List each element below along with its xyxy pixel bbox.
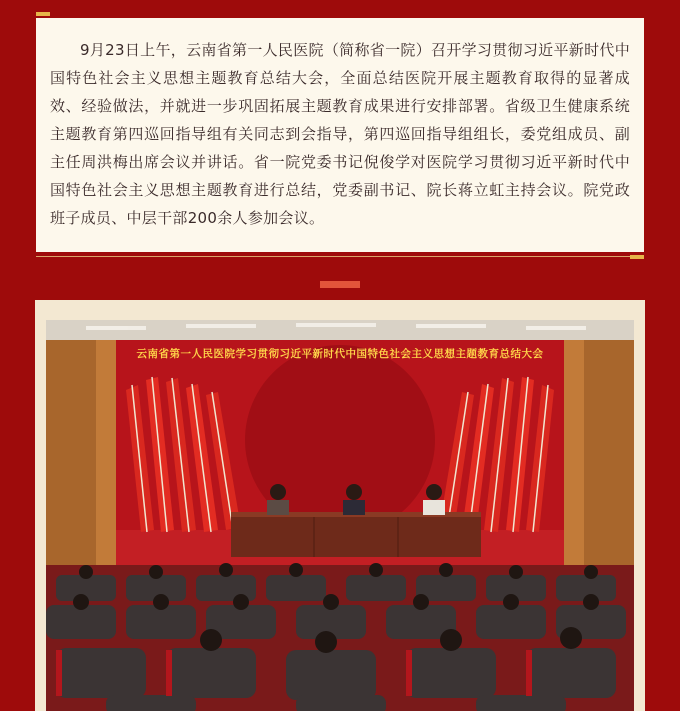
section-divider — [320, 281, 360, 288]
banner-text: 云南省第一人民医院学习贯彻习近平新时代中国特色社会主义思想主题教育总结大会 — [136, 348, 544, 360]
top-gold-tick — [36, 12, 50, 16]
podium-table — [231, 515, 481, 557]
meeting-photo — [46, 320, 634, 711]
article-card — [36, 18, 644, 252]
photo-frame — [35, 300, 645, 711]
bottom-gold-tick — [630, 255, 644, 259]
card-bottom-rule — [36, 256, 644, 257]
article-paragraph: 9月23日上午，云南省第一人民医院（简称省一院）召开学习贯彻习近平新时代中国特色社会主义思想主题教育总结大会，全面总结医院开展主题教育取得的显著成效、经验做法，并就进一步巩固拓展主题教育成果进行安排部署。省级卫生健康系统主题教育第四巡回指导组有关同志到会指导，第四巡回指导组组长，委党组成员、副主任周洪梅出席会议并讲话。省一院党委书记倪俊学对医院学习贯彻习近平新时代中国特色社会主义思想主题教育进行总结，党委副书记、院长蒋立虹主持会议。院党政班子成员、中层干部200余人参加会议。 — [50, 41, 630, 227]
meeting-scene-image — [46, 320, 634, 711]
